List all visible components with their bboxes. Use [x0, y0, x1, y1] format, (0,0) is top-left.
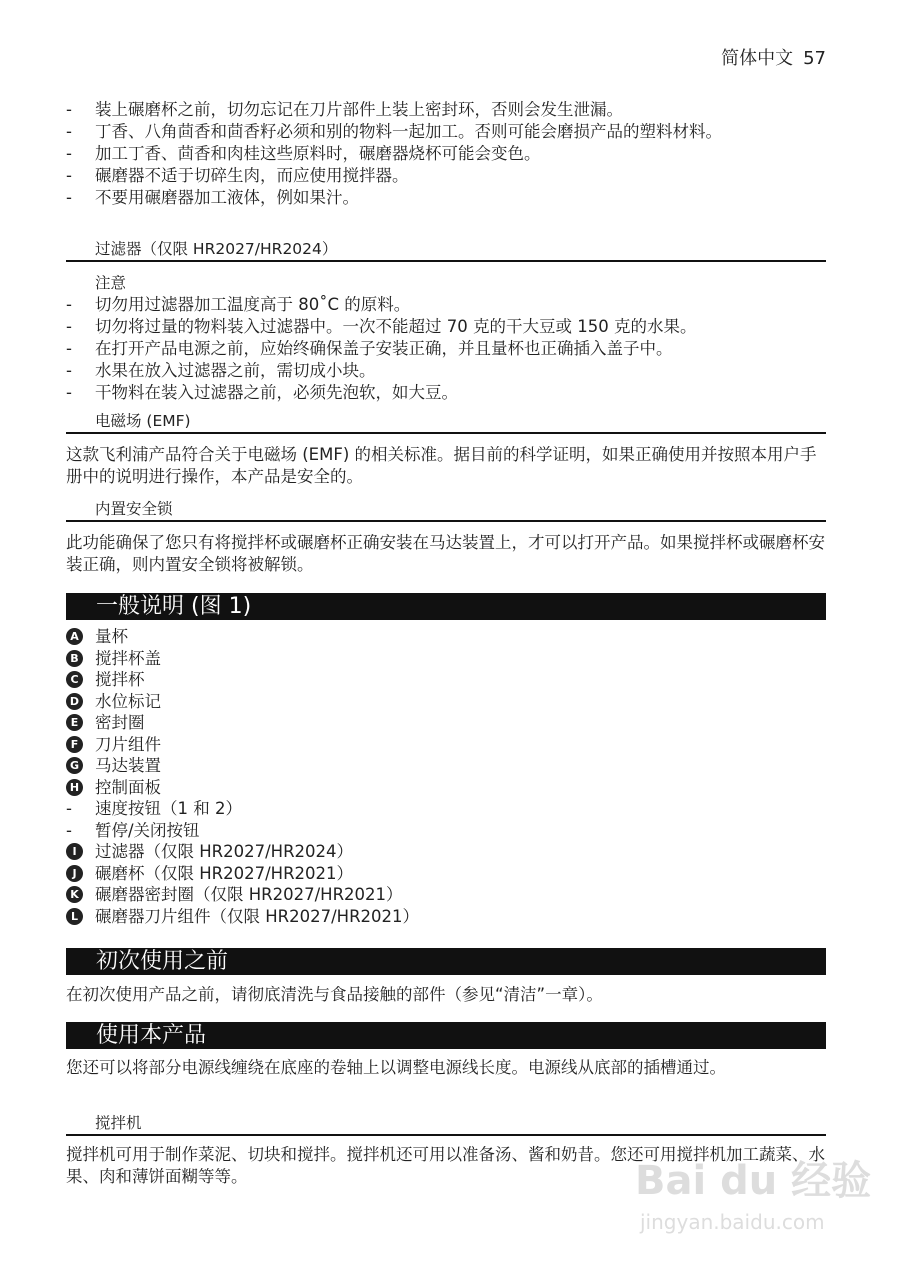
safety-lock-text: 此功能确保了您只有将搅拌杯或碾磨杯正确安装在马达装置上，才可以打开产品。如果搅拌杯或碾磨杯安装正确，则内置安全锁将被解锁。 [66, 533, 825, 574]
parts-list-item [66, 906, 826, 928]
list-item-text: 碾磨器不适于切碎生肉，而应使用搅拌器。 [95, 166, 409, 185]
parts-list-item [66, 626, 826, 648]
parts-list-item [66, 691, 826, 713]
note-label: 注意 [95, 274, 127, 292]
list-item: - 切勿将过量的物料装入过滤器中。一次不能超过 70 克的干大豆或 150 克的水果。 [66, 317, 697, 336]
letter-marker-icon: K [66, 886, 83, 903]
list-item-text: 在打开产品电源之前，应始终确保盖子安装正确，并且量杯也正确插入盖子中。 [95, 339, 673, 358]
letter-marker-icon: H [66, 779, 83, 796]
dash-marker: - [66, 820, 72, 840]
part-label: 碾磨杯（仅限 HR2027/HR2021） [95, 863, 354, 883]
blender-heading: 搅拌机 [66, 1112, 826, 1136]
parts-list-item [66, 734, 826, 756]
part-label: 密封圈 [95, 713, 145, 732]
parts-list-item [66, 884, 826, 906]
parts-list-item [66, 755, 826, 777]
page-header [711, 44, 826, 70]
part-label: 控制面板 [95, 777, 161, 797]
part-label: 暂停/关闭按钮 [95, 820, 200, 840]
parts-list-item [66, 648, 826, 670]
letter-marker-icon: B [66, 650, 83, 667]
list-item: - 装上碾磨杯之前，切勿忘记在刀片部件上装上密封环，否则会发生泄漏。 [66, 100, 623, 119]
part-label: 碾磨器密封圈（仅限 HR2027/HR2021） [95, 885, 403, 904]
baidu-watermark-logo: Bai du 经验 [635, 1158, 872, 1204]
part-label: 过滤器（仅限 HR2027/HR2024） [95, 842, 354, 861]
letter-marker-icon: D [66, 693, 83, 710]
part-label: 刀片组件 [95, 734, 161, 754]
parts-list-item [66, 669, 826, 691]
list-item-text: 不要用碾磨器加工液体，例如果汁。 [95, 188, 359, 207]
baidu-watermark-url: jingyan.baidu.com [640, 1210, 825, 1234]
letter-marker-icon: F [66, 736, 83, 753]
list-item-text: 加工丁香、茴香和肉桂这些原料时，碾磨器烧杯可能会变色。 [95, 144, 541, 163]
emf-heading: 电磁场 (EMF) [66, 410, 826, 434]
parts-list-item [66, 820, 826, 842]
part-label: 搅拌杯 [95, 670, 145, 689]
part-label: 搅拌杯盖 [95, 648, 161, 668]
list-item-text: 丁香、八角茴香和茴香籽必须和别的物料一起加工。否则可能会磨损产品的塑料材料。 [95, 122, 722, 141]
filter-notes [66, 272, 826, 404]
blender-text: 搅拌机可用于制作菜泥、切块和搅拌。搅拌机还可用以准备汤、酱和奶昔。您还可用搅拌机加工蔬菜、水果、肉和薄饼面糊等等。 [66, 1145, 825, 1186]
letter-marker-icon: I [66, 843, 83, 860]
part-label: 速度按钮（1 和 2） [95, 799, 242, 818]
list-item-text: 干物料在装入过滤器之前，必须先泡软，如大豆。 [95, 383, 458, 402]
list-item: - 水果在放入过滤器之前，需切成小块。 [66, 361, 376, 380]
list-item: - 在打开产品电源之前，应始终确保盖子安装正确，并且量杯也正确插入盖子中。 [66, 339, 673, 358]
parts-list-item [66, 777, 826, 799]
list-item: - 干物料在装入过滤器之前，必须先泡软，如大豆。 [66, 383, 458, 402]
part-label: 水位标记 [95, 691, 161, 711]
emf-text: 这款飞利浦产品符合关于电磁场 (EMF) 的相关标准。据目前的科学证明，如果正确使用并按照本用户手册中的说明进行操作，本产品是安全的。 [66, 445, 817, 486]
letter-marker-icon: G [66, 757, 83, 774]
filter-heading: 过滤器（仅限 HR2027/HR2024） [66, 238, 826, 262]
part-label: 碾磨器刀片组件（仅限 HR2027/HR2021） [95, 906, 420, 926]
before-first-use-text: 在初次使用产品之前，请彻底清洗与食品接触的部件（参见“清洁”一章）。 [66, 985, 603, 1004]
part-label: 量杯 [95, 627, 128, 646]
using-product-text: 您还可以将部分电源线缠绕在底座的卷轴上以调整电源线长度。电源线从底部的插槽通过。 [66, 1058, 726, 1077]
list-item: - 不要用碾磨器加工液体，例如果汁。 [66, 188, 359, 207]
dash-marker: - [66, 799, 72, 818]
list-item: - 碾磨器不适于切碎生肉，而应使用搅拌器。 [66, 166, 409, 185]
parts-list-item [66, 798, 826, 820]
letter-marker-icon: C [66, 671, 83, 688]
parts-list-item [66, 712, 826, 734]
general-description-title: 一般说明 (图 1) [66, 593, 826, 620]
list-item-text: 切勿将过量的物料装入过滤器中。一次不能超过 70 克的干大豆或 150 克的水果。 [95, 317, 697, 336]
letter-marker-icon: J [66, 865, 83, 882]
letter-marker-icon: L [66, 908, 83, 925]
list-item: - 加工丁香、茴香和肉桂这些原料时，碾磨器烧杯可能会变色。 [66, 144, 541, 163]
list-item-text: 水果在放入过滤器之前，需切成小块。 [95, 361, 376, 380]
part-label: 马达装置 [95, 756, 161, 775]
parts-list-item [66, 863, 826, 885]
list-item: - 丁香、八角茴香和茴香籽必须和别的物料一起加工。否则可能会磨损产品的塑料材料。 [66, 122, 722, 141]
safety-lock-heading: 内置安全锁 [66, 498, 826, 522]
list-item-text: 切勿用过滤器加工温度高于 80˚C 的原料。 [95, 295, 411, 314]
using-product-title: 使用本产品 [66, 1022, 826, 1049]
language-label: 简体中文 [721, 48, 794, 69]
letter-marker-icon: A [66, 628, 83, 645]
list-item-text: 装上碾磨杯之前，切勿忘记在刀片部件上装上密封环，否则会发生泄漏。 [95, 100, 623, 119]
parts-list [66, 626, 826, 927]
before-first-use-title: 初次使用之前 [66, 948, 826, 975]
intro-bullet-list [66, 99, 826, 209]
list-item: - 切勿用过滤器加工温度高于 80˚C 的原料。 [66, 295, 411, 314]
page-number: 57 [803, 48, 826, 69]
letter-marker-icon: E [66, 714, 83, 731]
parts-list-item [66, 841, 826, 863]
